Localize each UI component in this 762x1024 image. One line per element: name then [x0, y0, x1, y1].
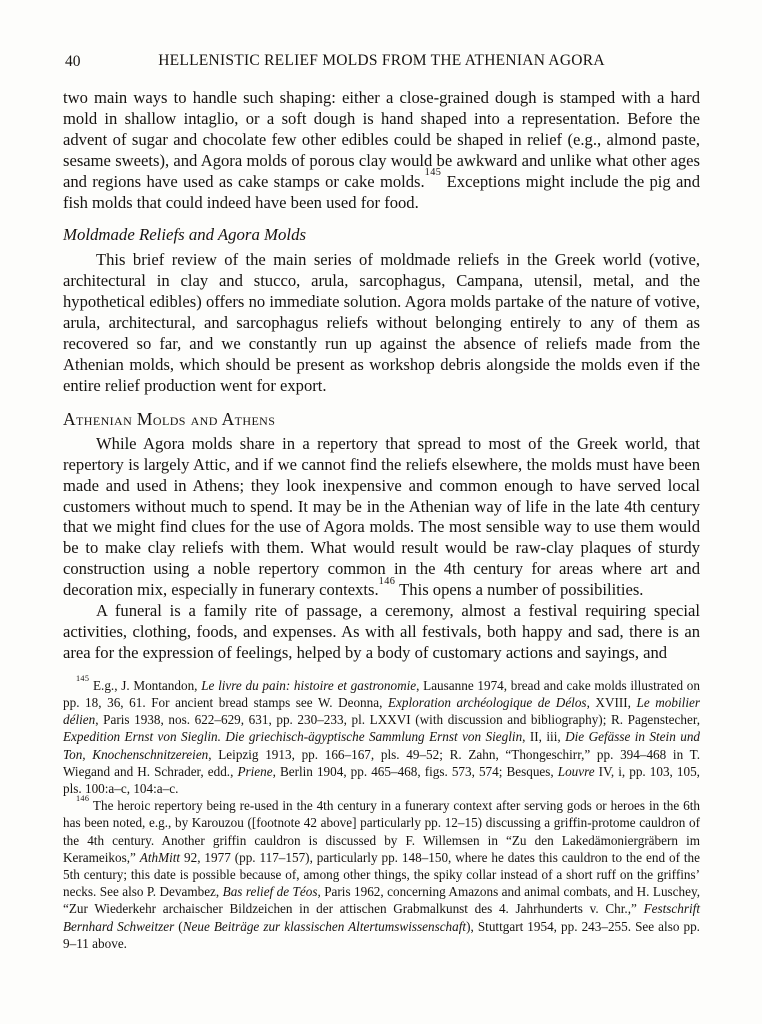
section-heading-italic	[63, 225, 700, 245]
italic-text-run: Moldmade Reliefs and Agora Molds	[63, 225, 306, 245]
text-run: ), Stuttgart 1954, pp. 243–255. See also pp. 9–11 above.	[63, 918, 700, 951]
italic-text-run: Expedition Ernst von Sieglin. Die griechisch-ägyptische Sammlung Ernst von Sieglin	[63, 729, 523, 745]
page-number: 40	[65, 53, 81, 70]
text-run: Exceptions might include the pig and fish molds that could indeed have been used for food.	[63, 171, 700, 212]
paragraph	[63, 88, 700, 213]
footnote-reference: 145	[424, 167, 442, 179]
section-heading-smallcaps	[63, 409, 700, 429]
footnote	[63, 673, 701, 797]
running-title: HELLENISTIC RELIEF MOLDS FROM THE ATHENIAN AGORA	[158, 52, 605, 69]
italic-text-run: Bas relief de Téos	[222, 884, 318, 900]
text-run: A funeral is a family rite of passage, a ceremony, almost a festival requiring special activities, clothing, foods, and expenses. As with all festivals, both happy and sad, there is an area for the expression of feelings, helped by a body of customary actions and sayings, and	[63, 601, 700, 662]
text-run: two main ways to handle such shaping: either a close-grained dough is stamped with a hard mold in shallow intaglio, or a soft dough is hand shaped into a representation. Before the advent of sugar and chocolate few other edibles could be shaped in relief (e.g., almond paste, sesame sweets), and Agora molds of porous clay would be awkward and unlike what other ages and regions have used as cake stamps or cake molds.	[63, 88, 700, 191]
paragraph	[63, 601, 700, 664]
text-run: , Paris 1938, nos. 622–629, 631, pp. 230–233, pl. LXXVI (with discussion and bibliography); R. Pagenstecher,	[95, 712, 700, 728]
running-head	[63, 52, 700, 72]
text-run: The heroic repertory being re-used in the 4th century in a funerary context after serving gods or heroes in the 6th has been noted, e.g., by Karouzou ([footnote 42 above] particularly pp. 12–15) discussing a griffin-protome cauldron of the 4th century. Another griffin cauldron is discussed by F. Willemsen in “Zu den Lakedämoniergräbern im Kerameikos,”	[63, 798, 700, 865]
italic-text-run: Le mobilier délien	[63, 694, 700, 728]
footnotes	[63, 673, 701, 952]
footnote-reference: 146	[378, 575, 396, 587]
body-text	[63, 88, 700, 664]
text-run: , II, iii,	[522, 729, 566, 745]
italic-text-run: Louvre	[557, 763, 595, 779]
text-run: E.g., J. Montandon,	[89, 677, 202, 693]
text-run: , Paris 1962, concerning Amazons and animal combats, and H. Luschey, “Zur Wiederkehr archaischer Bildzeichen in der attischen Grabmalkunst des 4. Jahrhunderts v. Chr.,”	[63, 884, 701, 917]
text-run: 92, 1977 (pp. 117–157), particularly pp. 148–150, where he dates this cauldron to the end of the 5th century; this date is possible because of, among other things, the spiky collar instead of a short ruff on the griffins’ necks. See also P. Devambez,	[63, 849, 700, 900]
text-run: This opens a number of possibilities.	[395, 580, 644, 600]
italic-text-run: Neue Beiträge zur klassischen Altertumswissenschaft	[182, 918, 467, 934]
italic-text-run: Priene	[237, 763, 273, 779]
paragraph	[63, 434, 700, 601]
italic-text-run: Festschrift Bernhard Schweitzer	[63, 901, 700, 934]
footnote	[63, 794, 701, 952]
footnote-number: 145	[76, 673, 90, 683]
text-run: This brief review of the main series of moldmade reliefs in the Greek world (votive, architectural in clay and stucco, arula, sarcophagus, Campana, utensil, metal, and the hypothetical edibles) offers no immediate solution. Agora molds partake of the nature of votive, arula, architectural, and sarcophagus reliefs without belonging entirely to any of them as recovered so far, and we constantly run up against the absence of reliefs made from the Athenian molds, which should be present as workshop debris alongside the molds even if the entire relief production went for export.	[63, 250, 700, 395]
text-run: , Leipzig 1913, pp. 166–167, pls. 49–52; R. Zahn, “Thongeschirr,” pp. 394–468 in T. Wiegand and H. Schrader, edd.,	[63, 746, 700, 779]
italic-text-run: Le livre du pain: histoire et gastronomie	[201, 677, 417, 693]
text-run: , XVIII,	[586, 694, 637, 710]
text-run: IV, i, pp. 103, 105, pls. 100:a–c, 104:a–c.	[63, 763, 700, 796]
text-run: (	[174, 918, 183, 934]
text-run: , Berlin 1904, pp. 465–468, figs. 573, 574; Besques,	[272, 763, 558, 779]
footnote-number: 146	[76, 794, 90, 804]
italic-text-run: Die Gefässe in Stein und Ton, Knochenschnitzereien	[63, 729, 701, 762]
text-run: While Agora molds share in a repertory that spread to most of the Greek world, that repertory is largely Attic, and if we cannot find the reliefs elsewhere, the molds must have been made and used in Athens; they look inexpensive and common enough to have served local customers without much to spend. It may be in the Athenian way of life in the late 4th century that we might find clues for the use of Agora molds. The most sensible way to use them would be to make clay reliefs with them. What would result would be raw-clay plaques of sturdy construction using a noble repertory common in the 4th century for areas where art and decoration mix, especially in funerary contexts.	[63, 433, 700, 600]
italic-text-run: Exploration archéologique de Délos	[387, 694, 587, 710]
text-run: Athenian Molds and Athens	[63, 408, 276, 429]
italic-text-run: AthMitt	[139, 849, 181, 865]
text-run: , Lausanne 1974, bread and cake molds illustrated on pp. 18, 36, 61. For ancient bread stamps see W. Deonna,	[63, 677, 700, 710]
paragraph	[63, 250, 700, 396]
